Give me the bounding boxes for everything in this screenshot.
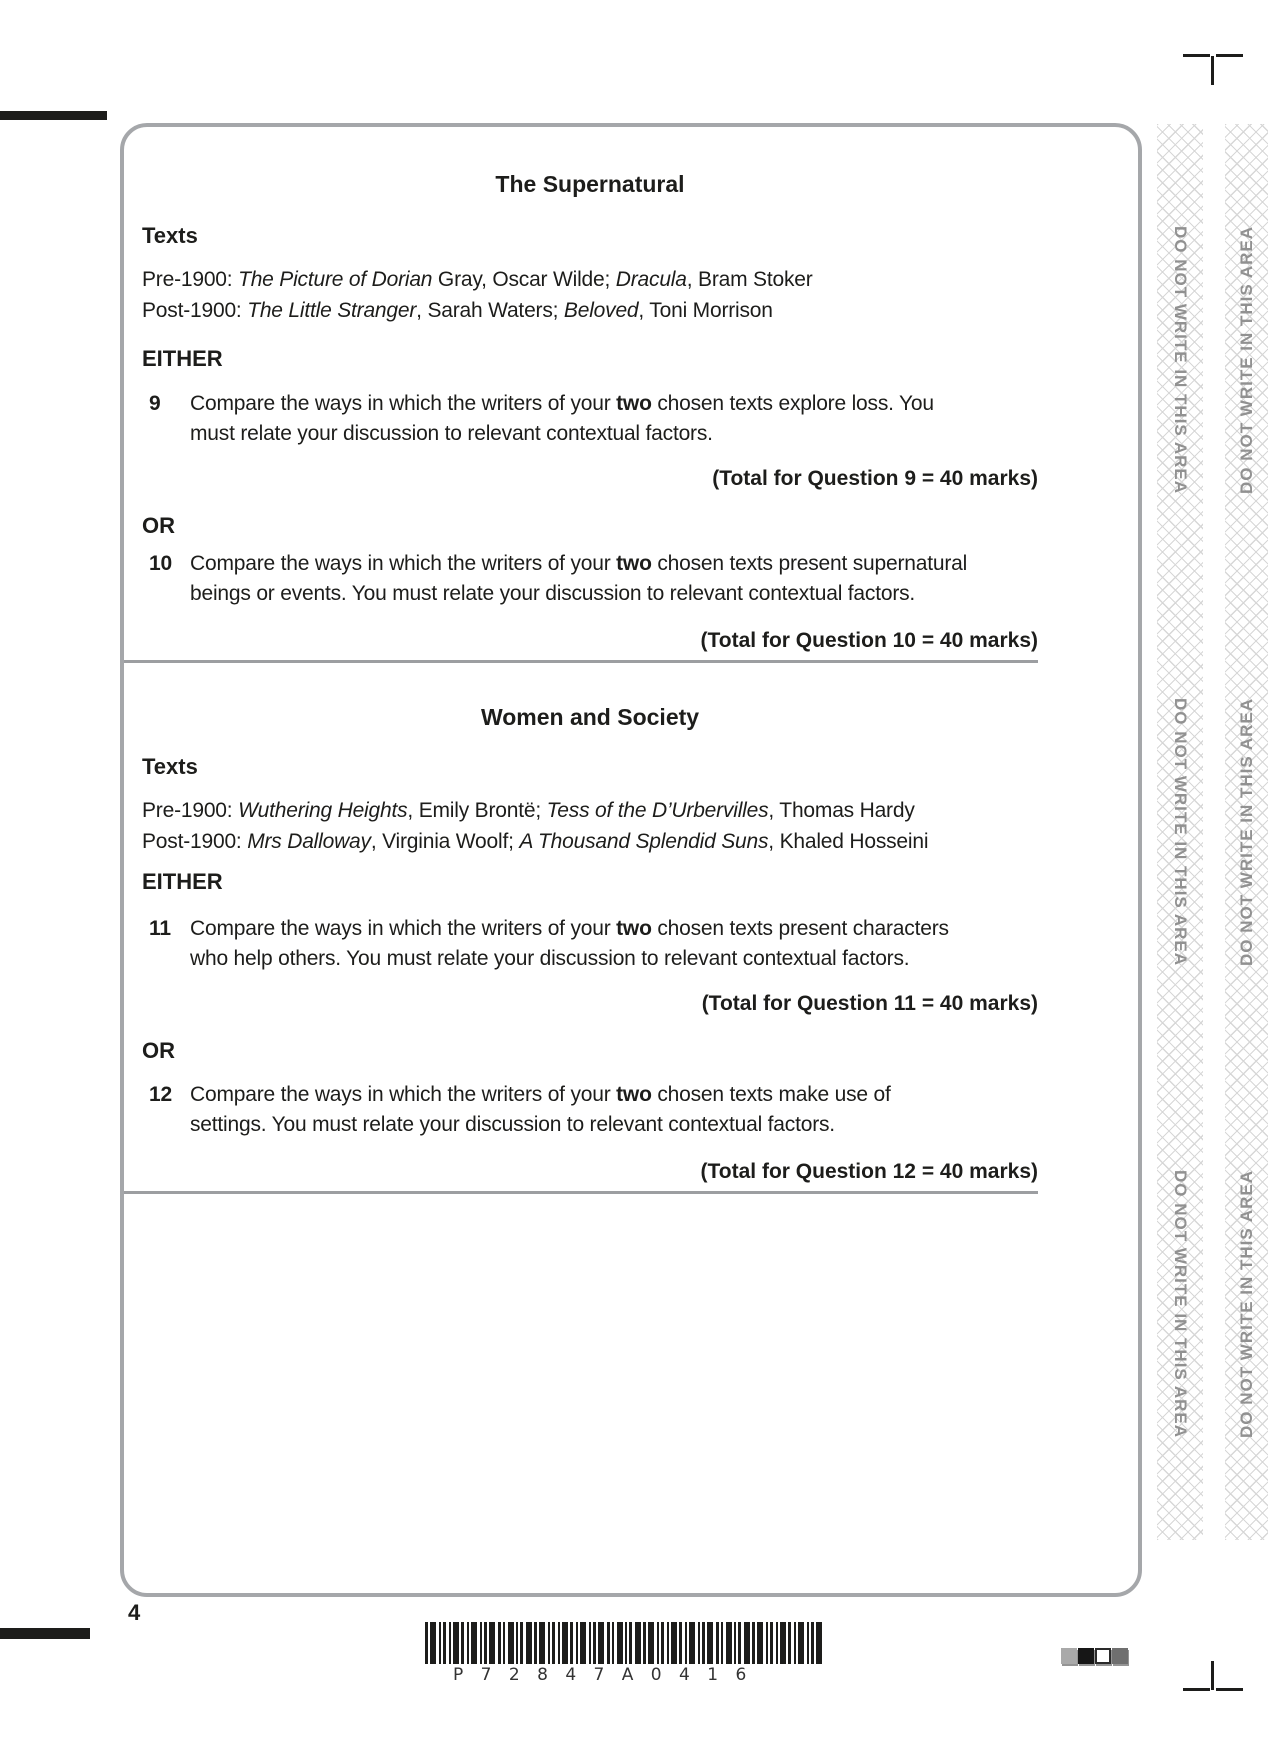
- book-title: Beloved: [563, 299, 639, 322]
- do-not-write-label: DO NOT WRITE IN THIS AREA: [1171, 1169, 1190, 1439]
- barcode: [425, 1622, 828, 1685]
- texts-line-pre1900: Pre-1900: Wuthering Heights, Emily Brontë; Tess of the D’Urbervilles, Thomas Hardy: [142, 799, 915, 822]
- total-line-q12: (Total for Question 12 = 40 marks): [700, 1160, 1038, 1183]
- book-title: Dracula: [615, 268, 687, 291]
- either-label: EITHER: [142, 346, 223, 371]
- total-line-q11: (Total for Question 11 = 40 marks): [701, 992, 1038, 1015]
- question-row-11: [142, 914, 1038, 974]
- either-label: EITHER: [142, 869, 223, 894]
- texts-heading: Texts: [142, 223, 198, 248]
- barcode-digits: P 7 2 8 4 7 A 0 4 1 6: [453, 1665, 753, 1685]
- question-text: Compare the ways in which the writers of your two chosen texts explore loss. You must relate your discussion to relevant contextual factors.: [190, 392, 934, 445]
- question-row-9: [142, 389, 1038, 449]
- do-not-write-label: DO NOT WRITE IN THIS AREA: [1171, 697, 1190, 967]
- question-row-10: [142, 549, 1038, 609]
- texts-line-post1900: Post-1900: Mrs Dalloway, Virginia Woolf; A Thousand Splendid Suns, Khaled Hosseini: [142, 830, 929, 853]
- question-number: 11: [149, 917, 171, 940]
- book-title: Wuthering Heights: [238, 799, 408, 822]
- section-divider: [124, 626, 1038, 663]
- question-number: 10: [149, 552, 172, 575]
- or-label: OR: [142, 513, 175, 538]
- question-text: Compare the ways in which the writers of your two chosen texts make use of settings. You must relate your discussion to relevant contextual factors.: [190, 1083, 891, 1136]
- trim-bar-bottom-left: [0, 1628, 90, 1639]
- barcode-bars: [425, 1622, 828, 1664]
- question-number: 12: [149, 1083, 172, 1106]
- book-title: Tess of the D’Urbervilles: [546, 799, 769, 822]
- trim-bar-top-left: [0, 111, 107, 120]
- texts-line-pre1900: Pre-1900: The Picture of Dorian Gray, Oscar Wilde; Dracula, Bram Stoker: [142, 268, 813, 291]
- question-number: 9: [149, 392, 161, 415]
- texts-list: [142, 795, 1038, 857]
- content-box: [120, 123, 1142, 1597]
- calibration-patch: [1061, 1648, 1077, 1664]
- question-text: Compare the ways in which the writers of your two chosen texts present supernatural beings or events. You must relate your discussion to relevant contextual factors.: [190, 552, 968, 605]
- total-line-q9: (Total for Question 9 = 40 marks): [712, 467, 1038, 490]
- page-number: 4: [128, 1600, 141, 1625]
- section-title-supernatural: The Supernatural: [495, 171, 685, 197]
- do-not-write-strip-inner: [1157, 124, 1203, 1540]
- or-label: OR: [142, 1038, 175, 1063]
- do-not-write-label: DO NOT WRITE IN THIS AREA: [1171, 225, 1190, 495]
- book-title: Mrs Dalloway: [247, 830, 371, 853]
- texts-heading: Texts: [142, 754, 198, 779]
- total-line-q10: (Total for Question 10 = 40 marks): [700, 629, 1038, 652]
- question-row-12: [142, 1080, 1038, 1140]
- book-title: A Thousand Splendid Suns: [519, 830, 769, 853]
- calibration-patch: [1112, 1648, 1128, 1664]
- do-not-write-label: DO NOT WRITE IN THIS AREA: [1236, 1169, 1256, 1439]
- book-title: The Picture of Dorian: [238, 268, 433, 291]
- do-not-write-label: DO NOT WRITE IN THIS AREA: [1236, 697, 1256, 967]
- texts-list: [142, 264, 1038, 326]
- question-text: Compare the ways in which the writers of your two chosen texts present characters who help others. You must relate your discussion to relevant contextual factors.: [190, 917, 949, 970]
- calibration-patch: [1078, 1648, 1094, 1664]
- calibration-patch: [1095, 1648, 1111, 1664]
- color-calibration-patches: [1061, 1648, 1129, 1664]
- section-divider: [124, 1157, 1038, 1194]
- section-title-women-society: Women and Society: [480, 704, 700, 730]
- book-title: The Little Stranger: [247, 299, 417, 322]
- do-not-write-label: DO NOT WRITE IN THIS AREA: [1236, 225, 1256, 495]
- texts-line-post1900: Post-1900: The Little Stranger, Sarah Waters; Beloved, Toni Morrison: [142, 299, 773, 322]
- do-not-write-strip-outer: [1225, 124, 1268, 1540]
